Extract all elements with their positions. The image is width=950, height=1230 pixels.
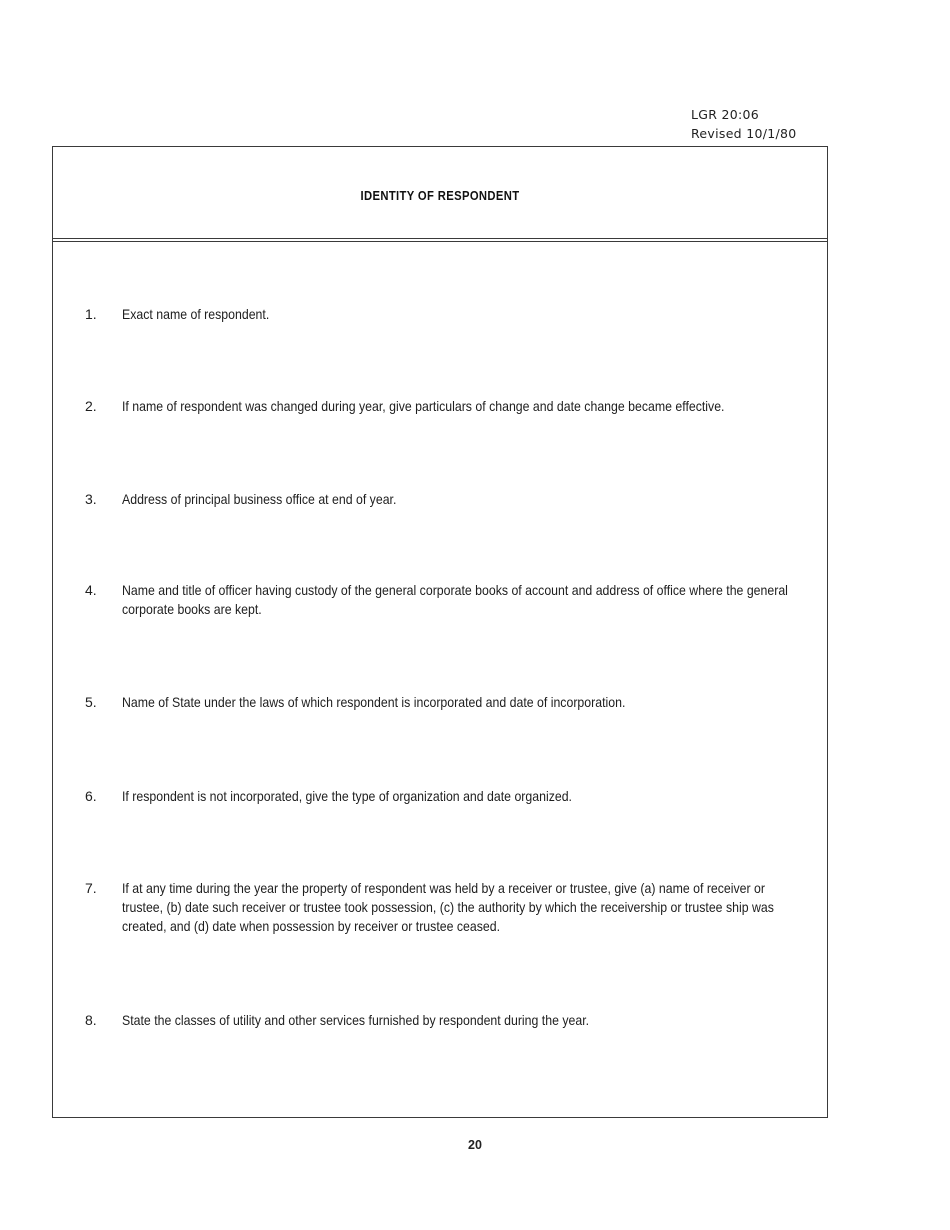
- form-frame: [52, 146, 828, 1118]
- question-number: 5.: [85, 694, 97, 710]
- double-divider: [53, 238, 827, 242]
- question-number: 6.: [85, 788, 97, 804]
- question-text: If at any time during the year the property of respondent was held by a receiver or trustee, give (a) name of receiver or trustee, (b) date such receiver or trustee took possession, (c) the authority by which the receivership or trustee ship was created, and (d) date when possession by receiver or trustee ceased.: [122, 880, 774, 934]
- question-text: State the classes of utility and other services furnished by respondent during the year.: [122, 1012, 590, 1028]
- question-number: 8.: [85, 1012, 97, 1028]
- question-text: Exact name of respondent.: [122, 306, 270, 322]
- question-text: Address of principal business office at end of year.: [122, 491, 397, 507]
- question-text: Name and title of officer having custody of the general corporate books of account and address of office where the general corporate books are kept.: [122, 582, 788, 617]
- question-number: 2.: [85, 398, 97, 414]
- page-title: IDENTITY OF RESPONDENT: [360, 189, 520, 203]
- question-text: If respondent is not incorporated, give the type of organization and date organized.: [122, 788, 572, 804]
- question-number: 4.: [85, 582, 97, 598]
- question-number: 3.: [85, 491, 97, 507]
- question-number: 1.: [85, 306, 97, 322]
- revision-date: Revised 10/1/80: [691, 126, 797, 141]
- question-number: 7.: [85, 880, 97, 896]
- form-code-block: [691, 105, 796, 143]
- form-code: LGR 20:06: [691, 107, 760, 122]
- question-text: If name of respondent was changed during year, give particulars of change and date change became effective.: [122, 398, 725, 414]
- page-number: 20: [468, 1138, 482, 1152]
- title-section: [53, 147, 827, 241]
- question-text: Name of State under the laws of which respondent is incorporated and date of incorporation.: [122, 694, 626, 710]
